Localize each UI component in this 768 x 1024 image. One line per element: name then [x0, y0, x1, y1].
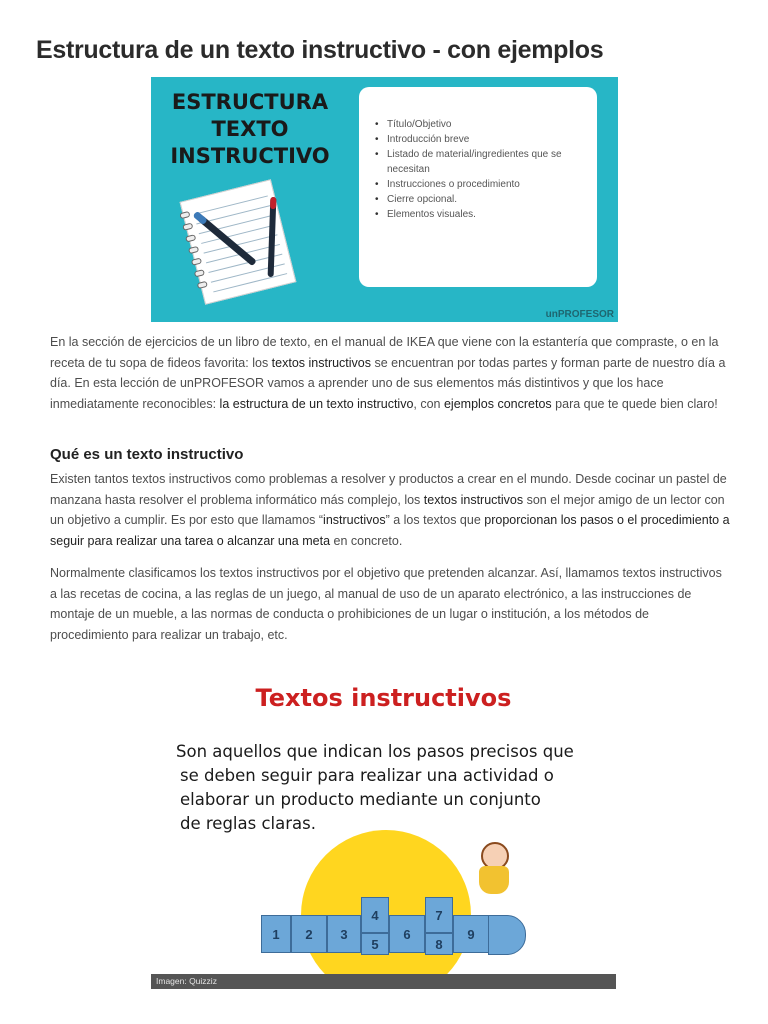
figure-text-line: Son aquellos que indican los pasos precisos que	[176, 742, 574, 761]
hero-list-item: • Título/Objetivo	[375, 117, 593, 132]
hero-structure-list	[375, 117, 593, 222]
instructive-texts-figure	[151, 662, 616, 974]
hopscotch-square: 5	[361, 933, 389, 955]
text-span: se encuentran por todas partes y forman parte de nuestro día a día. En esta lección de unPROFESOR vamos a aprender uno de sus elementos más distintivos y que los hace inmediatamente reconocibles:	[50, 355, 726, 411]
hero-list-item: • Instrucciones o procedimiento	[375, 177, 593, 192]
hero-heading-line: ESTRUCTURA	[171, 90, 329, 114]
highlight-text: proporcionan los pasos o el procedimiento a seguir para realizar una tarea o alcanzar una meta	[50, 513, 730, 548]
hopscotch-square: 9	[453, 915, 489, 953]
text-span: Existen tantos textos instructivos como problemas a resolver y productos a crear en el mundo. Desde cocinar un pastel de manzana hasta resolver el problema informático más complejo, los	[50, 472, 727, 507]
text-span: , con	[413, 396, 444, 411]
hopscotch-square: 6	[389, 915, 425, 953]
figure-text-line: se deben seguir para realizar una actividad o	[180, 766, 554, 785]
classification-paragraph: Normalmente clasificamos los textos instructivos por el objetivo que pretenden alcanzar. Así, llamamos textos instructivos a las recetas de cocina, a las reglas de un juego, al manual de uso de un aparato electrónico, a las instrucciones de montaje de un mueble, a las normas de conducta o prohibiciones de un lugar o institución, a los métodos de procedimiento para realizar un trabajo, etc.	[50, 566, 722, 642]
caption-text: Imagen: Quizziz	[156, 976, 217, 986]
hero-list-item: • Cierre opcional.	[375, 192, 593, 207]
text-span: son el mejor amigo de un lector con un objetivo a cumplir. Es por esto que llamamos “	[50, 492, 725, 527]
hero-image	[151, 77, 618, 322]
hopscotch-square: 2	[291, 915, 327, 953]
hero-heading	[161, 89, 339, 170]
section-heading: Qué es un texto instructivo	[50, 446, 244, 463]
figure-text-line: elaborar un producto mediante un conjunto	[180, 790, 541, 809]
text-span: para que te quede bien claro!	[551, 396, 718, 411]
page-title: Estructura de un texto instructivo - con ejemplos	[36, 36, 604, 64]
brand-logo: unPROFESOR	[545, 309, 614, 320]
hopscotch-square: 1	[261, 915, 291, 953]
hero-list-item: • Listado de material/ingredientes que se necesitan	[375, 147, 593, 177]
girl-illustration-body	[479, 866, 509, 894]
highlight-text: ejemplos concretos	[443, 396, 552, 411]
hopscotch-square: 4	[361, 897, 389, 933]
figure-definition	[176, 740, 596, 836]
hero-list-item: • Elementos visuales.	[375, 207, 593, 222]
intro-paragraph	[50, 332, 730, 414]
hero-list-panel	[359, 87, 597, 287]
definition-paragraph	[50, 469, 730, 551]
hero-heading-line: INSTRUCTIVO	[170, 144, 330, 168]
hero-heading-line: TEXTO	[211, 117, 289, 141]
hopscotch-square: 8	[425, 933, 453, 955]
image-caption	[151, 974, 616, 989]
text-span: en concreto.	[330, 533, 403, 548]
text-span: ” a los textos que	[385, 513, 485, 527]
figure-text-line: de reglas claras.	[180, 814, 316, 833]
hopscotch-end-arc	[488, 915, 526, 955]
text-span: En la sección de ejercicios de un libro de texto, en el manual de IKEA que viene con la estantería que compraste, o en la receta de tu sopa de fideos favorita: los	[50, 335, 719, 370]
hopscotch-square: 7	[425, 897, 453, 933]
hopscotch-square: 3	[327, 915, 361, 953]
highlight-text: textos instructivos	[271, 355, 372, 370]
highlight-text: instructivos	[323, 513, 386, 527]
hero-list-item: • Introducción breve	[375, 132, 593, 147]
highlight-text: la estructura de un texto instructivo	[219, 396, 414, 411]
highlight-text: textos instructivos	[423, 492, 524, 507]
figure-title: Textos instructivos	[255, 684, 512, 712]
notebook-illustration	[180, 179, 297, 305]
